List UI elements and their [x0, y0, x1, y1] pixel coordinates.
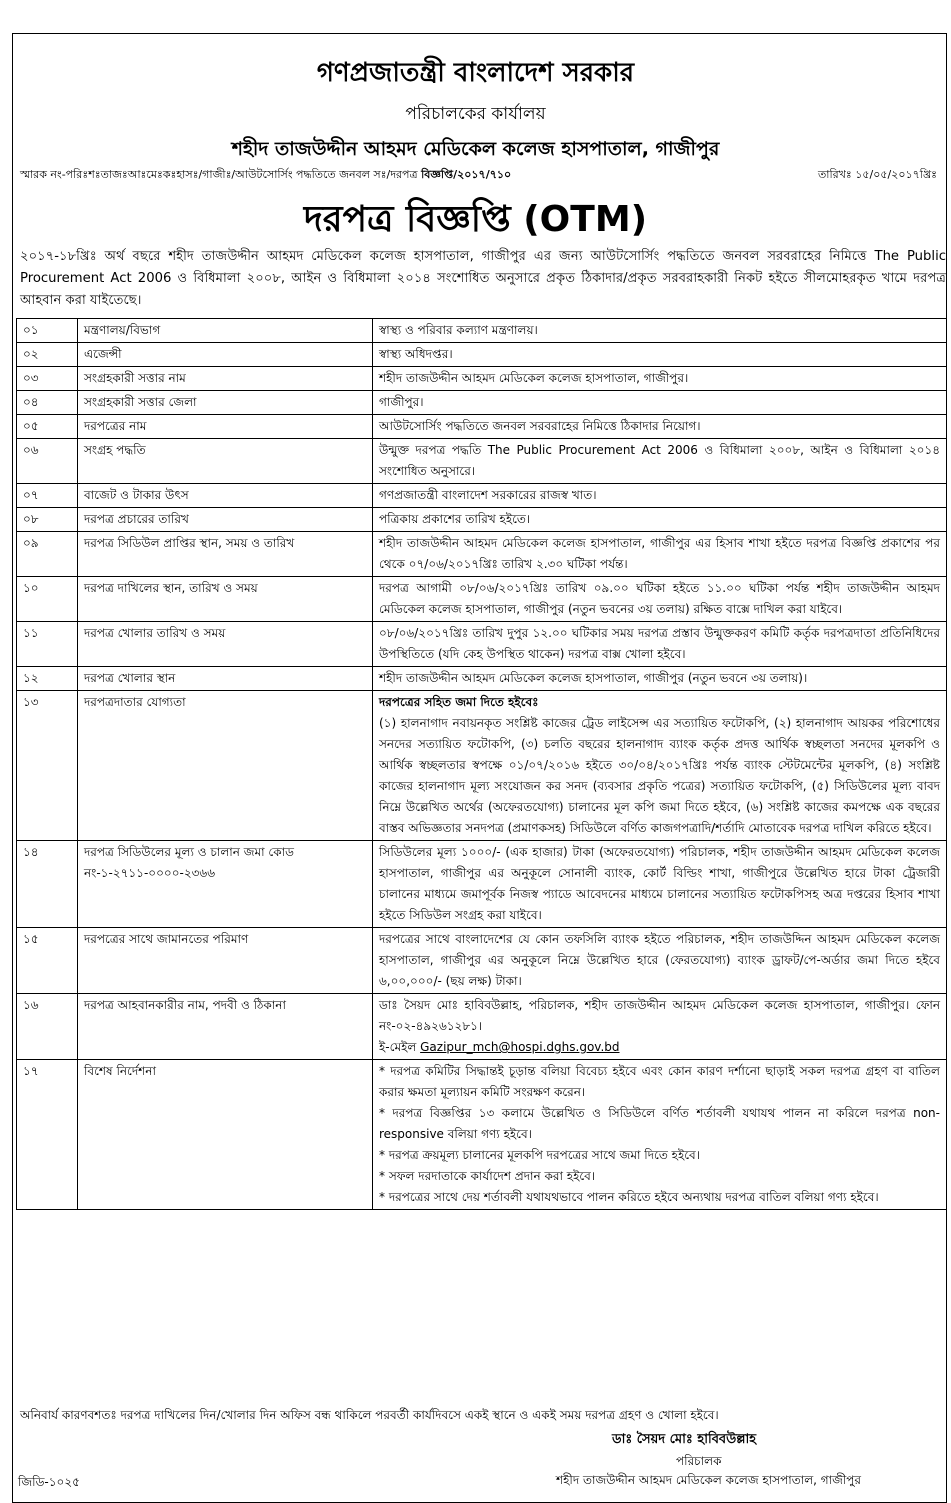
row-value: [373, 391, 947, 415]
table-row: [17, 391, 947, 415]
table-row: [17, 319, 947, 343]
table-row: [17, 1060, 947, 1210]
table-row: [17, 343, 947, 367]
row-number: ০৪: [17, 391, 78, 415]
row-label: দরপত্র সিডিউলের মূল্য ও চালান জমা কোড নং-১-২৭১১-০০০০-২৩৬৬: [78, 841, 373, 928]
signatory-name: ডাঃ সৈয়দ মোঃ হাবিবউল্লাহ: [612, 1432, 757, 1447]
memo-prefix: স্মারক নং-পরিঃশঃতাজঃআঃমেঃকঃহাসঃ/গাজীঃ/আউটসোর্সিং পদ্ধতিতে জনবল সঃ/দরপত্র: [20, 168, 418, 181]
table-row: [17, 532, 947, 577]
instruction-item: * দরপত্রের সাথে দেয় শর্তাবলী যথাযথভাবে পালন করিতে হইবে অন্যথায় দরপত্র বাতিল বলিয়া গণ্য হইবে।: [379, 1190, 879, 1204]
email-label: ই-মেইল: [379, 1040, 417, 1054]
row-label: সংগ্রহকারী সত্তার নাম: [78, 367, 373, 391]
row-label: সংগ্রহকারী সত্তার জেলা: [78, 391, 373, 415]
row-number: ১২: [17, 667, 78, 691]
row-number: ০২: [17, 343, 78, 367]
row-number: ১৬: [17, 994, 78, 1060]
institution-heading: শহীদ তাজউদ্দীন আহমদ মেডিকেল কলেজ হাসপাতাল, গাজীপুর: [231, 138, 720, 160]
row-label: মন্ত্রণালয়/বিভাগ: [78, 319, 373, 343]
table-row: [17, 622, 947, 667]
row-value-text: শহীদ তাজউদ্দীন আহমদ মেডিকেল কলেজ হাসপাতাল, গাজীপুর এর হিসাব শাখা হইতে দরপত্র বিজ্ঞপ্তি প্রকাশের পর থেকে ০৭/০৬/২০১৭খ্রিঃ তারিখ ২.৩০ ঘটিকা পর্যন্ত।: [379, 536, 940, 571]
row-value: [373, 928, 947, 994]
row-number: ০৩: [17, 367, 78, 391]
row-value: [373, 484, 947, 508]
tender-details-table: [16, 318, 947, 1210]
row-number: ১৫: [17, 928, 78, 994]
row-value-text: গণপ্রজাতন্ত্রী বাংলাদেশ সরকারের রাজস্ব খাত।: [379, 488, 597, 502]
row-value-text: উন্মুক্ত দরপত্র পদ্ধতি The Public Procurement Act 2006 ও বিধিমালা ২০০৮, আইন ও বিধিমালা ২০১৪ সংশোধিত অনুসারে।: [379, 443, 940, 478]
table-row: [17, 691, 947, 841]
row-value: [373, 439, 947, 484]
signatory-office: শহীদ তাজউদ্দীন আহমদ মেডিকেল কলেজ হাসপাতাল, গাজীপুর: [556, 1473, 862, 1487]
row-label: বাজেট ও টাকার উৎস: [78, 484, 373, 508]
row-label: সংগ্রহ পদ্ধতি: [78, 439, 373, 484]
row-value: [373, 691, 947, 841]
instruction-item: * দরপত্র ক্রয়মূল্য চালানের মূলকপি দরপত্রের সাথে জমা দিতে হইবে।: [379, 1148, 700, 1162]
row-value-text: পত্রিকায় প্রকাশের তারিখ হইতে।: [379, 512, 531, 526]
row-value: [373, 622, 947, 667]
row-number: ১১: [17, 622, 78, 667]
memo-number: [20, 166, 511, 185]
row-value: [373, 508, 947, 532]
table-row: [17, 484, 947, 508]
table-row: [17, 841, 947, 928]
row-label: দরপত্র সিডিউল প্রাপ্তির স্থান, সময় ও তারিখ: [78, 532, 373, 577]
row-label: দরপত্র আহবানকারীর নাম, পদবী ও ঠিকানা: [78, 994, 373, 1060]
row-value-text: শহীদ তাজউদ্দীন আহমদ মেডিকেল কলেজ হাসপাতাল, গাজীপুর (নতুন ভবনে ৩য় তলায়)।: [379, 671, 808, 685]
row-value: [373, 415, 947, 439]
row-number: ১৭: [17, 1060, 78, 1210]
row-number: ১৩: [17, 691, 78, 841]
row-value-text: শহীদ তাজউদ্দীন আহমদ মেডিকেল কলেজ হাসপাতাল, গাজীপুর।: [379, 371, 689, 385]
email-address[interactable]: Gazipur_mch@hospi.dghs.gov.bd: [420, 1040, 620, 1054]
row-label: দরপত্রের নাম: [78, 415, 373, 439]
row-value-text: স্বাস্থ্য ও পরিবার কল্যাণ মন্ত্রণালয়।: [379, 323, 538, 337]
gd-number: জিডি-১০২৫: [18, 1475, 80, 1489]
row-number: ০৯: [17, 532, 78, 577]
row-value: [373, 319, 947, 343]
row-value: [373, 577, 947, 622]
row-value-text: গাজীপুর।: [379, 395, 424, 409]
row-number: ০৬: [17, 439, 78, 484]
government-heading: গণপ্রজাতন্ত্রী বাংলাদেশ সরকার: [316, 58, 635, 88]
signatory-title: পরিচালক: [676, 1454, 722, 1468]
row-value: [373, 343, 947, 367]
office-heading: পরিচালকের কার্যালয়: [405, 104, 546, 124]
row-number: ১০: [17, 577, 78, 622]
row-number: ০৮: [17, 508, 78, 532]
table-row: [17, 415, 947, 439]
table-row: [17, 928, 947, 994]
row-label: দরপত্র দাখিলের স্থান, তারিখ ও সময়: [78, 577, 373, 622]
row-number: ০৫: [17, 415, 78, 439]
intro-paragraph: ২০১৭-১৮খ্রিঃ অর্থ বছরে শহীদ তাজউদ্দীন আহমদ মেডিকেল কলেজ হাসপাতাল, গাজীপুর এর জন্য আউটসোর্সিং পদ্ধতিতে জনবল সরবরাহের নিমিত্তে The Public Procurement Act 2006 ও বিধিমালা ২০০৮, আইন ও বিধিমালা ২০১৪ সংশোধিত অনুসারে প্রকৃত ঠিকাদার/প্রকৃত সরবরাহকারী নিকট হইতে সীলমোহরকৃত খামে দরপত্র আহবান করা যাইতেছে।: [20, 249, 946, 308]
row-label: দরপত্র প্রচারের তারিখ: [78, 508, 373, 532]
footer-note: অনিবার্য কারণবশতঃ দরপত্র দাখিলের দিন/খোলার দিন অফিস বন্ধ থাকিলে পরবর্তী কার্যদিবসে একই স্থানে ও একই সময় দরপত্র গ্রহণ ও খোলা হইবে।: [20, 1408, 719, 1422]
notice-date: তারিখঃ ১৫/০৫/২০১৭খ্রিঃ: [818, 168, 937, 181]
row-value: [373, 367, 947, 391]
table-row: [17, 667, 947, 691]
row-label: দরপত্র খোলার তারিখ ও সময়: [78, 622, 373, 667]
table-row: [17, 994, 947, 1060]
row-number: ০১: [17, 319, 78, 343]
row-value: [373, 994, 947, 1060]
qualification-heading: দরপত্রের সহিত জমা দিতে হইবেঃ: [379, 695, 539, 709]
row-value: [373, 667, 947, 691]
row-value-text: দরপত্রের সাথে বাংলাদেশের যে কোন তফসিলি ব্যাংক হইতে পরিচালক, শহীদ তাজউদ্দিন আহমদ মেডিকেল কলেজ হাসপাতাল, গাজীপুর এর অনুকূলে নিম্নে উল্লেখিত হারে (ফেরতযোগ্য) ব্যাংক ড্রাফট/পে-অর্ডার জমা দিতে হইবে ৬,০০,০০০/- (ছয় লক্ষ) টাকা।: [379, 932, 940, 988]
table-row: [17, 439, 947, 484]
row-value-text: ০৮/০৬/২০১৭খ্রিঃ তারিখ দুপুর ১২.০০ ঘটিকার সময় দরপত্র প্রস্তাব উন্মুক্তকরণ কমিটি কর্তৃক দরপত্রদাতা প্রতিনিধিদের উপস্থিতিতে (যদি কেহ উপস্থিত থাকেন) দরপত্র বাক্স খোলা হইবে।: [379, 626, 940, 661]
row-value-text: (১) হালনাগাদ নবায়নকৃত সংশ্লিষ্ট কাজের ট্রেড লাইসেন্স এর সত্যায়িত ফটোকপি, (২) হালনাগাদ আয়কর পরিশোধের সনদের সত্যায়িত ফটোকপি, (৩) চলতি বছরের হালনাগাদ ব্যাংক কর্তৃক প্রদত্ত আর্থিক স্বচ্ছলতা সনদের মূলকপি ও আর্থিক স্বচ্ছলতার স্বপক্ষে ০১/০৭/২০১৬ হইতে ৩০/০৪/২০১৭খ্রিঃ পর্যন্ত ব্যাংক স্টেটমেন্টের মূলকপি, (৪) সংশ্লিষ্ট কাজের হালনাগাদ মূল্য সংযোজন কর সনদ (ব্যবসার প্রকৃতি পত্রের) সত্যায়িত ফটোকপি, (৫) সিডিউলের মূল্য বাবদ নিম্নে উল্লেখিত অর্থের (অফেরতযোগ্য) চালানের মূল কপি জমা দিতে হইবে, (৬) সংশ্লিষ্ট কাজের কমপক্ষে এক বছরের বাস্তব অভিজ্ঞতার সনদপত্র (প্রমাণকসহ) সিডিউলে বর্ণিত কাজগপত্রাদি/শর্তাদি মোতাবেক দরপত্র দাখিল করিতে হইবে।: [379, 716, 940, 835]
instruction-item: * সফল দরদাতাকে কার্যাদেশ প্রদান করা হইবে।: [379, 1169, 596, 1183]
memo-number-bold: বিজ্ঞপ্তি/২০১৭/৭১০: [421, 168, 512, 181]
table-row: [17, 577, 947, 622]
table-row: [17, 367, 947, 391]
row-label: বিশেষ নির্দেশনা: [78, 1060, 373, 1210]
row-label: দরপত্র খোলার স্থান: [78, 667, 373, 691]
row-value-text: স্বাস্থ্য অধিদপ্তর।: [379, 347, 453, 361]
row-value-text: দরপত্র আগামী ০৮/০৬/২০১৭খ্রিঃ তারিখ ০৯.০০ ঘটিকা হইতে ১১.০০ ঘটিকা পর্যন্ত শহীদ তাজউদ্দীন আহমদ মেডিকেল কলেজ হাসপাতাল, গাজীপুর (নতুন ভবনের ৩য় তলায়) রক্ষিত বাক্সে দাখিল করা যাইবে।: [379, 581, 940, 616]
row-number: ১৪: [17, 841, 78, 928]
row-value-text: আউটসোর্সিং পদ্ধতিতে জনবল সরবরাহের নিমিত্তে ঠিকাদার নিয়োগ।: [379, 419, 701, 433]
email-line: [379, 1037, 940, 1058]
notice-title: দরপত্র বিজ্ঞপ্তি (OTM): [303, 199, 648, 240]
row-value: [373, 1060, 947, 1210]
row-value: [373, 532, 947, 577]
row-label: দরপত্রের সাথে জামানতের পরিমাণ: [78, 928, 373, 994]
row-value: [373, 841, 947, 928]
instruction-item: * দরপত্র বিজ্ঞপ্তির ১৩ কলামে উল্লেখিত ও সিডিউলে বর্ণিত শর্তাবলী যথাযথ পালন না করিলে দরপত্র non-responsive বলিয়া গণ্য হইবে।: [379, 1106, 940, 1141]
row-number: ০৭: [17, 484, 78, 508]
table-row: [17, 508, 947, 532]
row-value-text: সিডিউলের মূল্য ১০০০/- (এক হাজার) টাকা (অফেরতযোগ্য) পরিচালক, শহীদ তাজউদ্দীন আহমদ মেডিকেল কলেজ হাসপাতাল, গাজীপুর এর অনুকূলে সোনালী ব্যাংক, কোর্ট বিল্ডিং শাখা, গাজীপুরে উল্লেখিত হারে টাকা ট্রেজারী চালানের মাধ্যমে জমাপূর্বক নিজস্ব প্যাডে আবেদনের মাধ্যমে চালানের সত্যায়িত ফটোকপিসহ অত্র দপ্তরের হিসাব শাখা হইতে সিডিউল সংগ্রহ করা যাইবে।: [379, 845, 940, 922]
row-label: দরপত্রদাতার যোগ্যতা: [78, 691, 373, 841]
row-label: এজেন্সী: [78, 343, 373, 367]
instruction-item: * দরপত্র কমিটির সিদ্ধান্তই চূড়ান্ত বলিয়া বিবেচ্য হইবে এবং কোন কারণ দর্শানো ছাড়াই সকল দরপত্র গ্রহণ বা বাতিল করার ক্ষমতা মূল্যায়ন কমিটি সংরক্ষণ করেন।: [379, 1064, 940, 1099]
row-value-text: ডাঃ সৈয়দ মোঃ হাবিবউল্লাহ, পরিচালক, শহীদ তাজউদ্দীন আহমদ মেডিকেল কলেজ হাসপাতাল, গাজীপুর। ফোন নং-০২-৪৯২৬১২৮১।: [379, 998, 940, 1033]
